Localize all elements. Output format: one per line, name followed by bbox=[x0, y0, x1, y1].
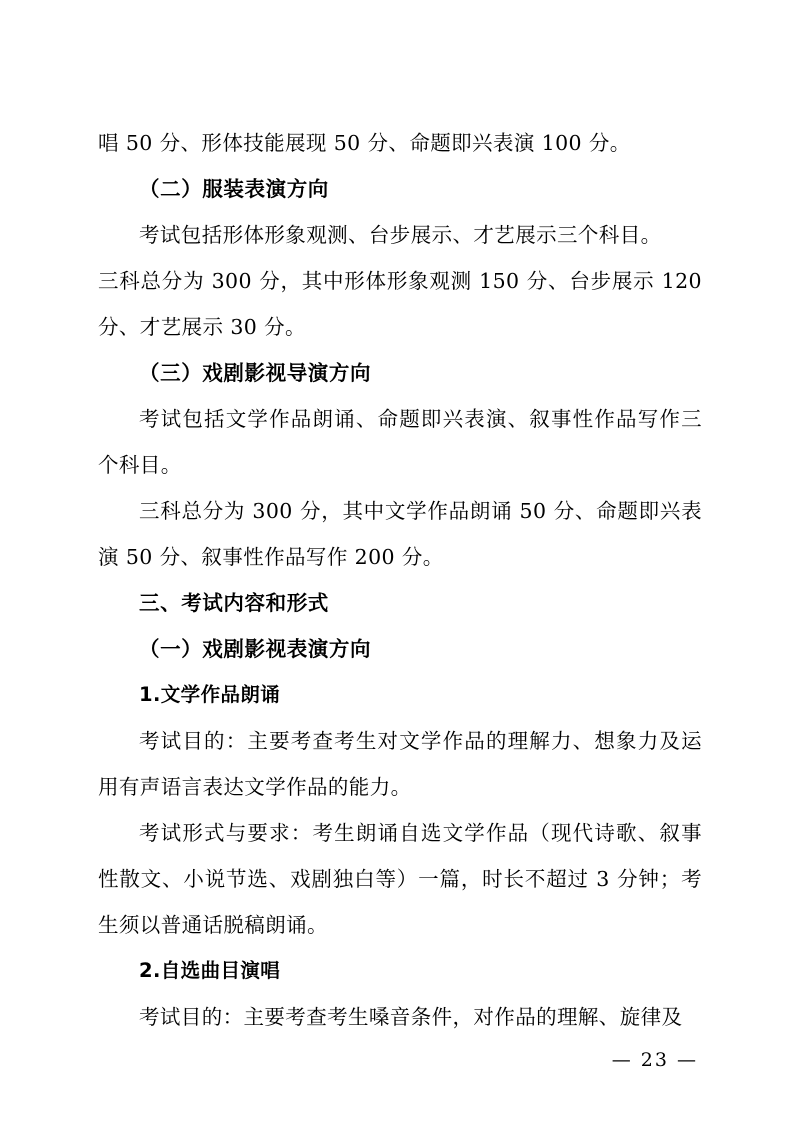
page-number: — 23 — bbox=[611, 1049, 698, 1071]
paragraph-directing-scores: 三科总分为 300 分，其中文学作品朗诵 50 分、命题即兴表演 50 分、叙事性作品写作 200 分。 bbox=[98, 499, 702, 569]
subheading-literary-recitation: 1.文学作品朗诵 bbox=[139, 683, 281, 706]
paragraph-directing-subjects: 考试包括文学作品朗诵、命题即兴表演、叙事性作品写作三个科目。 bbox=[98, 407, 702, 477]
paragraph-continuation-scores: 唱 50 分、形体技能展现 50 分、命题即兴表演 100 分。 bbox=[98, 131, 631, 155]
heading-exam-content-and-format: 三、考试内容和形式 bbox=[139, 591, 329, 615]
heading-drama-film-directing-direction: （三）戏剧影视导演方向 bbox=[139, 361, 372, 385]
paragraph-recitation-format: 考试形式与要求：考生朗诵自选文学作品（现代诗歌、叙事性散文、小说节选、戏剧独白等）一篇，时长不超过 3 分钟；考生须以普通话脱稿朗诵。 bbox=[98, 821, 702, 937]
heading-drama-film-acting-direction: （一）戏剧影视表演方向 bbox=[139, 637, 372, 661]
paragraph-song-purpose: 考试目的：主要考查考生嗓音条件，对作品的理解、旋律及 bbox=[139, 1005, 683, 1029]
heading-fashion-performance-direction: （二）服装表演方向 bbox=[139, 177, 329, 201]
paragraph-recitation-purpose: 考试目的：主要考查考生对文学作品的理解力、想象力及运用有声语言表达文学作品的能力。 bbox=[98, 729, 702, 799]
subheading-self-selected-song: 2.自选曲目演唱 bbox=[139, 959, 281, 982]
document-body bbox=[98, 120, 702, 1040]
paragraph-fashion-subjects: 考试包括形体形象观测、台步展示、才艺展示三个科目。 bbox=[139, 223, 662, 247]
paragraph-fashion-scores: 三科总分为 300 分，其中形体形象观测 150 分、台步展示 120 分、才艺展示 30 分。 bbox=[98, 269, 702, 339]
